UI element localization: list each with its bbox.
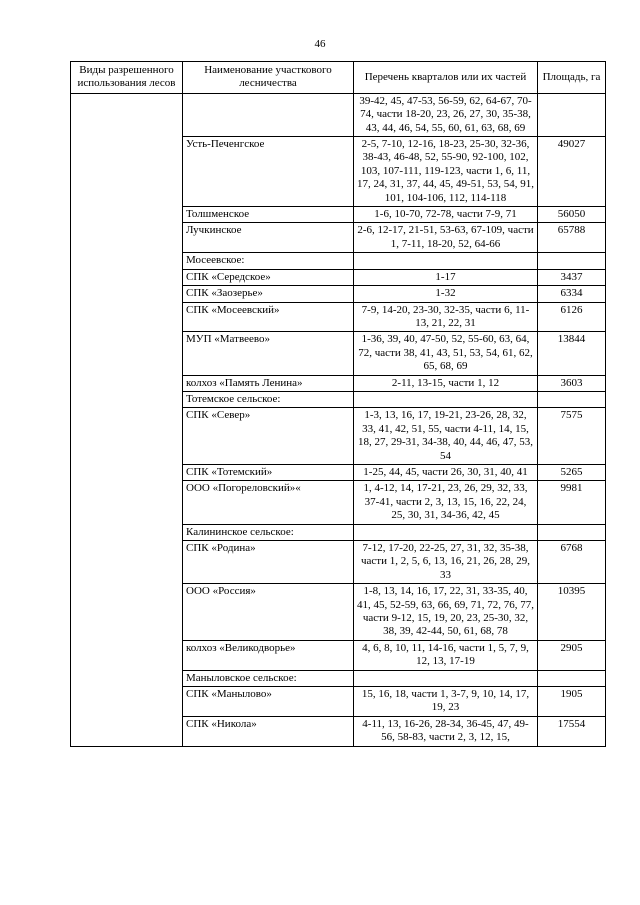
forestry-name: СПК «Манылово» xyxy=(183,687,354,717)
forestry-name: СПК «Родина» xyxy=(183,541,354,584)
area-value xyxy=(538,253,606,269)
quarters-list xyxy=(354,391,538,407)
forestry-name: Мосеевское: xyxy=(183,253,354,269)
quarters-list: 1-36, 39, 40, 47-50, 52, 55-60, 63, 64, 72, части 38, 41, 43, 51, 53, 54, 61, 62, 65, 68, 69 xyxy=(354,332,538,375)
area-value xyxy=(538,670,606,686)
forestry-name: колхоз «Память Ленина» xyxy=(183,375,354,391)
forestry-name: МУП «Матвеево» xyxy=(183,332,354,375)
header-kind: Виды разрешенного использования лесов xyxy=(71,62,183,94)
quarters-list: 7-9, 14-20, 23-30, 32-35, части 6, 11-13, 21, 22, 31 xyxy=(354,302,538,332)
quarters-list: 1-8, 13, 14, 16, 17, 22, 31, 33-35, 40, 41, 45, 52-59, 63, 66, 69, 71, 72, 76, 77, части 9-12, 15, 19, 20, 23, 25-30, 32, 38, 39, 42-44, 50, 61, 68, 78 xyxy=(354,584,538,641)
area-value: 3603 xyxy=(538,375,606,391)
quarters-list: 2-11, 13-15, части 1, 12 xyxy=(354,375,538,391)
table-header-row xyxy=(71,62,606,94)
forestry-name: Маныловское сельское: xyxy=(183,670,354,686)
forestry-name: СПК «Тотемский» xyxy=(183,464,354,480)
quarters-list: 7-12, 17-20, 22-25, 27, 31, 32, 35-38, части 1, 2, 5, 6, 13, 16, 21, 26, 28, 29, 33 xyxy=(354,541,538,584)
kind-cell xyxy=(71,93,183,746)
area-value: 9981 xyxy=(538,481,606,524)
forestry-name: колхоз «Великодворье» xyxy=(183,640,354,670)
area-value: 2905 xyxy=(538,640,606,670)
quarters-list: 4, 6, 8, 10, 11, 14-16, части 1, 5, 7, 9, 12, 13, 17-19 xyxy=(354,640,538,670)
area-value: 7575 xyxy=(538,408,606,465)
forestry-name xyxy=(183,93,354,136)
quarters-list: 1-6, 10-70, 72-78, части 7-9, 71 xyxy=(354,207,538,223)
area-value: 5265 xyxy=(538,464,606,480)
area-value: 6334 xyxy=(538,286,606,302)
table-body xyxy=(71,93,606,746)
quarters-list: 1, 4-12, 14, 17-21, 23, 26, 29, 32, 33, 37-41, части 2, 3, 13, 15, 16, 22, 24, 25, 30, 31, 34-36, 42, 45 xyxy=(354,481,538,524)
forestry-name: Усть-Печенгское xyxy=(183,137,354,207)
area-value xyxy=(538,93,606,136)
area-value: 56050 xyxy=(538,207,606,223)
forestry-name: СПК «Север» xyxy=(183,408,354,465)
area-value: 65788 xyxy=(538,223,606,253)
quarters-list: 15, 16, 18, части 1, 3-7, 9, 10, 14, 17, 19, 23 xyxy=(354,687,538,717)
area-value: 3437 xyxy=(538,269,606,285)
forestry-name: СПК «Середское» xyxy=(183,269,354,285)
quarters-list: 2-5, 7-10, 12-16, 18-23, 25-30, 32-36, 38-43, 46-48, 52, 55-90, 92-100, 102, 103, 107-111, 119-123, части 1, 6, 11, 17, 24, 31, 37, 44, 45, 49-51, 53, 54, 91, 101, 104-106, 112, 114-118 xyxy=(354,137,538,207)
forestry-name: Лучкинское xyxy=(183,223,354,253)
area-value: 6768 xyxy=(538,541,606,584)
header-quarters: Перечень кварталов или их частей xyxy=(354,62,538,94)
area-value: 1905 xyxy=(538,687,606,717)
area-value: 6126 xyxy=(538,302,606,332)
header-area: Площадь, га xyxy=(538,62,606,94)
forestry-name: СПК «Заозерье» xyxy=(183,286,354,302)
forestry-name: Толшменское xyxy=(183,207,354,223)
quarters-list: 1-25, 44, 45, части 26, 30, 31, 40, 41 xyxy=(354,464,538,480)
quarters-list: 1-32 xyxy=(354,286,538,302)
forestry-name: Калининское сельское: xyxy=(183,524,354,540)
forestry-name: ООО «Россия» xyxy=(183,584,354,641)
quarters-list: 1-17 xyxy=(354,269,538,285)
forestry-table xyxy=(70,61,606,747)
area-value: 49027 xyxy=(538,137,606,207)
area-value: 17554 xyxy=(538,716,606,746)
quarters-list: 4-11, 13, 16-26, 28-34, 36-45, 47, 49-56, 58-83, части 2, 3, 12, 15, xyxy=(354,716,538,746)
page-number: 46 xyxy=(314,38,326,50)
area-value xyxy=(538,391,606,407)
quarters-list xyxy=(354,524,538,540)
area-value xyxy=(538,524,606,540)
quarters-list: 1-3, 13, 16, 17, 19-21, 23-26, 28, 32, 33, 41, 42, 51, 55, части 4-11, 14, 15, 18, 27, 29-31, 34-38, 40, 44, 46, 47, 53, 54 xyxy=(354,408,538,465)
forestry-name: Тотемское сельское: xyxy=(183,391,354,407)
quarters-list: 2-6, 12-17, 21-51, 53-63, 67-109, части 1, 7-11, 18-20, 52, 64-66 xyxy=(354,223,538,253)
area-value: 13844 xyxy=(538,332,606,375)
quarters-list: 39-42, 45, 47-53, 56-59, 62, 64-67, 70-74, части 18-20, 23, 26, 27, 30, 35-38, 43, 44, 46, 54, 55, 60, 61, 63, 68, 69 xyxy=(354,93,538,136)
forestry-name: ООО «Погореловский»« xyxy=(183,481,354,524)
quarters-list xyxy=(354,253,538,269)
table-row xyxy=(71,93,606,136)
forestry-name: СПК «Мосеевский» xyxy=(183,302,354,332)
header-forestry: Наименование участкового лесничества xyxy=(183,62,354,94)
quarters-list xyxy=(354,670,538,686)
area-value: 10395 xyxy=(538,584,606,641)
forestry-name: СПК «Никола» xyxy=(183,716,354,746)
